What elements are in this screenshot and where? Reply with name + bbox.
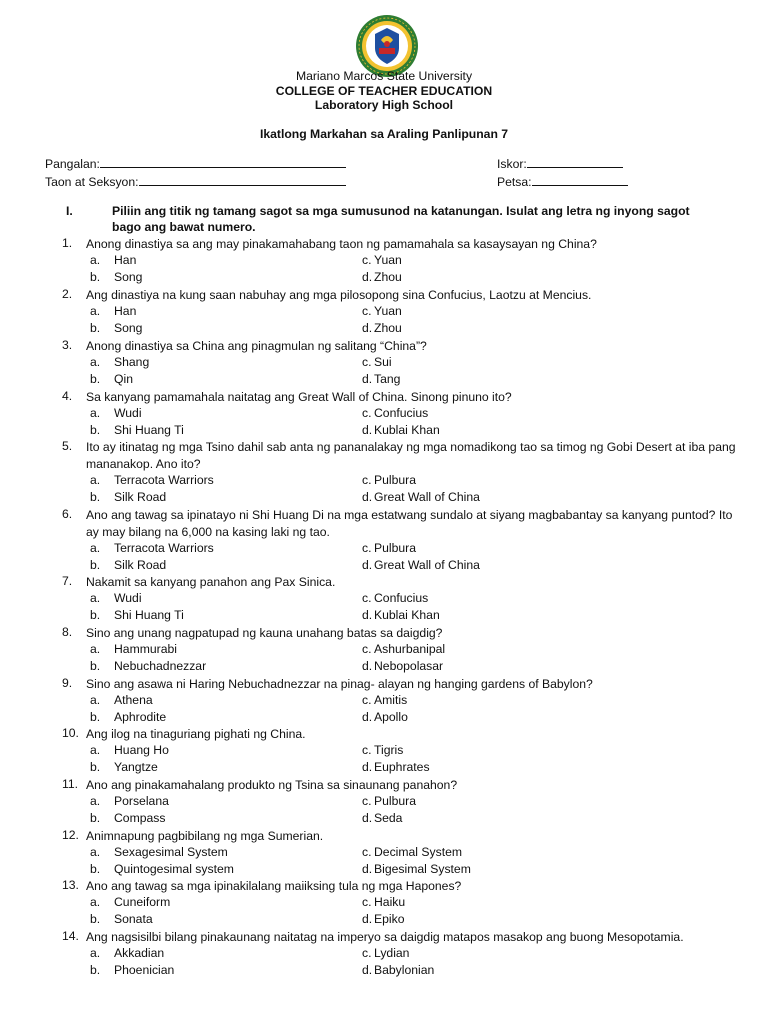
- option-letter: b.: [90, 270, 101, 284]
- question-number: 11.: [62, 777, 79, 791]
- option-a: [90, 642, 177, 656]
- option-d: [362, 490, 480, 504]
- question-text: Anong dinastiya sa China ang pinagmulan ng salitang “China”?: [86, 339, 427, 353]
- option-letter: a.: [90, 541, 101, 555]
- option-letter: c.: [362, 895, 372, 909]
- option-a: [90, 591, 142, 605]
- option-letter: a.: [90, 591, 101, 605]
- option-d: [362, 912, 405, 926]
- option-letter: b.: [90, 321, 101, 335]
- option-letter: a.: [90, 355, 101, 369]
- option-text: Terracota Warriors: [114, 541, 214, 555]
- section-label: Taon at Seksyon:: [45, 175, 139, 189]
- question-number: 3.: [62, 338, 73, 352]
- option-a: [90, 304, 136, 318]
- option-c: [362, 693, 407, 707]
- question-text: Ano ang pinakamahalang produkto ng Tsina sa sinaunang panahon?: [86, 778, 458, 792]
- option-text: Confucius: [374, 406, 429, 420]
- option-text: Silk Road: [114, 490, 167, 504]
- option-text: Euphrates: [374, 760, 430, 774]
- option-text: Terracota Warriors: [114, 473, 214, 487]
- option-c: [362, 895, 405, 909]
- question-number: 10.: [62, 726, 79, 740]
- question-number: 13.: [62, 878, 79, 892]
- option-a: [90, 693, 153, 707]
- score-field: [497, 157, 623, 171]
- option-b: [90, 862, 234, 876]
- option-a: [90, 253, 136, 267]
- option-letter: c.: [362, 946, 372, 960]
- option-text: Zhou: [374, 321, 402, 335]
- option-letter: a.: [90, 473, 101, 487]
- name-field: [45, 157, 346, 171]
- option-letter: b.: [90, 423, 101, 437]
- option-text: Song: [114, 270, 143, 284]
- option-letter: d.: [362, 490, 373, 504]
- option-c: [362, 591, 428, 605]
- option-text: Silk Road: [114, 558, 167, 572]
- option-letter: c.: [362, 845, 372, 859]
- option-letter: a.: [90, 253, 101, 267]
- document-header: [0, 69, 768, 113]
- section-number: I.: [66, 204, 73, 218]
- option-letter: d.: [362, 321, 373, 335]
- option-letter: a.: [90, 304, 101, 318]
- option-b: [90, 558, 166, 572]
- option-text: Yuan: [374, 304, 402, 318]
- option-c: [362, 406, 428, 420]
- option-text: Pulbura: [374, 541, 417, 555]
- option-text: Nebuchadnezzar: [114, 659, 207, 673]
- option-text: Kublai Khan: [374, 608, 440, 622]
- option-b: [90, 912, 153, 926]
- option-letter: b.: [90, 710, 101, 724]
- option-letter: b.: [90, 862, 101, 876]
- option-text: Compass: [114, 811, 166, 825]
- option-d: [362, 558, 480, 572]
- option-text: Pulbura: [374, 473, 417, 487]
- option-text: Porselana: [114, 794, 169, 808]
- option-text: Epiko: [374, 912, 405, 926]
- option-letter: b.: [90, 608, 101, 622]
- option-a: [90, 946, 164, 960]
- option-text: Decimal System: [374, 845, 463, 859]
- option-b: [90, 270, 142, 284]
- option-text: Aphrodite: [114, 710, 167, 724]
- option-letter: d.: [362, 608, 373, 622]
- option-letter: b.: [90, 372, 101, 386]
- option-a: [90, 895, 170, 909]
- question-number: 14.: [62, 929, 79, 943]
- option-letter: d.: [362, 558, 373, 572]
- option-d: [362, 270, 402, 284]
- option-b: [90, 659, 206, 673]
- option-letter: c.: [362, 304, 372, 318]
- option-letter: a.: [90, 693, 101, 707]
- option-text: Wudi: [114, 591, 142, 605]
- option-text: Bigesimal System: [374, 862, 471, 876]
- option-d: [362, 372, 400, 386]
- option-a: [90, 406, 142, 420]
- option-a: [90, 743, 169, 757]
- date-field: [497, 175, 628, 189]
- option-c: [362, 304, 402, 318]
- option-c: [362, 946, 409, 960]
- date-label: Petsa:: [497, 175, 532, 189]
- question-number: 7.: [62, 574, 73, 588]
- exam-title: Ikatlong Markahan sa Araling Panlipunan 7: [259, 127, 509, 141]
- question-text: Ito ay itinatag ng mga Tsino dahil sab anta ng pananalakay ng mga nomadikong tao sa timog ng Gobi Desert at iba pang mananakop. Ano ito?: [86, 440, 736, 471]
- option-c: [362, 794, 416, 808]
- option-letter: b.: [90, 963, 101, 977]
- option-text: Ashurbanipal: [374, 642, 446, 656]
- option-letter: b.: [90, 558, 101, 572]
- option-text: Apollo: [374, 710, 408, 724]
- question-text: Ang nagsisilbi bilang pinakaunang naitatag na imperyo sa daigdig matapos masakop ang buong Mesopotamia.: [86, 930, 684, 944]
- option-text: Pulbura: [374, 794, 417, 808]
- option-b: [90, 423, 184, 437]
- section-blank-line[interactable]: [139, 175, 346, 186]
- question-text: Anong dinastiya sa ang may pinakamahabang taon ng pamamahala sa kasaysayan ng China?: [86, 237, 597, 251]
- option-b: [90, 710, 166, 724]
- option-letter: c.: [362, 642, 372, 656]
- option-text: Confucius: [374, 591, 429, 605]
- question-number: 5.: [62, 439, 73, 453]
- school-name: Laboratory High School: [314, 98, 454, 112]
- question-number: 8.: [62, 625, 73, 639]
- option-c: [362, 642, 445, 656]
- option-b: [90, 760, 158, 774]
- option-d: [362, 760, 430, 774]
- option-text: Lydian: [374, 946, 410, 960]
- option-letter: d.: [362, 270, 373, 284]
- question-text: Nakamit sa kanyang panahon ang Pax Sinica.: [86, 575, 336, 589]
- question-text: Ano ang tawag sa ipinatayo ni Shi Huang Di na mga estatwang sundalo at siyang magbabantay sa kanyang puntod? Ito ay may bilang na 6,000 na kasing laki ng tao.: [86, 508, 733, 539]
- college-name: COLLEGE OF TEACHER EDUCATION: [275, 83, 493, 98]
- option-text: Athena: [114, 693, 153, 707]
- option-text: Shi Huang Ti: [114, 423, 184, 437]
- option-d: [362, 862, 471, 876]
- option-text: Song: [114, 321, 143, 335]
- option-a: [90, 355, 149, 369]
- option-c: [362, 845, 462, 859]
- option-d: [362, 659, 443, 673]
- option-b: [90, 608, 184, 622]
- option-letter: c.: [362, 473, 372, 487]
- option-letter: a.: [90, 845, 101, 859]
- section-field: [45, 175, 346, 189]
- option-text: Kublai Khan: [374, 423, 440, 437]
- option-text: Shi Huang Ti: [114, 608, 184, 622]
- option-b: [90, 963, 174, 977]
- option-text: Haiku: [374, 895, 406, 909]
- option-letter: d.: [362, 372, 373, 386]
- option-letter: c.: [362, 355, 372, 369]
- option-letter: c.: [362, 541, 372, 555]
- option-text: Great Wall of China: [374, 490, 480, 504]
- date-blank-line[interactable]: [532, 175, 628, 186]
- option-c: [362, 473, 416, 487]
- option-letter: b.: [90, 659, 101, 673]
- option-text: Quintogesimal system: [114, 862, 234, 876]
- question-number: 1.: [62, 236, 73, 250]
- option-letter: d.: [362, 963, 373, 977]
- option-letter: d.: [362, 659, 373, 673]
- option-text: Phoenician: [114, 963, 175, 977]
- option-letter: a.: [90, 642, 101, 656]
- option-letter: b.: [90, 811, 101, 825]
- option-c: [362, 253, 402, 267]
- option-d: [362, 608, 440, 622]
- option-letter: a.: [90, 743, 101, 757]
- option-b: [90, 811, 165, 825]
- option-d: [362, 811, 402, 825]
- option-letter: a.: [90, 794, 101, 808]
- option-letter: c.: [362, 406, 372, 420]
- option-text: Zhou: [374, 270, 402, 284]
- option-letter: d.: [362, 710, 373, 724]
- question-number: 12.: [62, 828, 79, 842]
- option-c: [362, 355, 392, 369]
- option-b: [90, 321, 142, 335]
- option-text: Sexagesimal System: [114, 845, 228, 859]
- option-letter: d.: [362, 423, 373, 437]
- option-text: Babylonian: [374, 963, 435, 977]
- score-label: Iskor:: [497, 157, 527, 171]
- option-text: Yangtze: [114, 760, 158, 774]
- option-letter: a.: [90, 406, 101, 420]
- option-letter: b.: [90, 490, 101, 504]
- option-text: Sonata: [114, 912, 153, 926]
- option-text: Cuneiform: [114, 895, 171, 909]
- name-blank-line[interactable]: [100, 157, 346, 168]
- option-text: Nebopolasar: [374, 659, 444, 673]
- option-d: [362, 710, 408, 724]
- question-text: Sino ang unang nagpatupad ng kauna unahang batas sa daigdig?: [86, 626, 443, 640]
- university-name: Mariano Marcos State University: [295, 69, 473, 83]
- option-a: [90, 473, 214, 487]
- question-text: Ang ilog na tinaguriang pighati ng China.: [86, 727, 306, 741]
- question-number: 2.: [62, 287, 73, 301]
- question-number: 9.: [62, 676, 73, 690]
- option-letter: b.: [90, 912, 101, 926]
- option-text: Han: [114, 253, 137, 267]
- option-text: Han: [114, 304, 137, 318]
- option-c: [362, 541, 416, 555]
- option-b: [90, 372, 133, 386]
- question-text: Animnapung pagbibilang ng mga Sumerian.: [86, 829, 324, 843]
- option-a: [90, 845, 228, 859]
- option-letter: d.: [362, 811, 373, 825]
- option-letter: c.: [362, 693, 372, 707]
- option-a: [90, 794, 169, 808]
- option-text: Akkadian: [114, 946, 165, 960]
- option-letter: c.: [362, 743, 372, 757]
- option-d: [362, 423, 440, 437]
- option-b: [90, 490, 166, 504]
- option-text: Hammurabi: [114, 642, 177, 656]
- option-letter: d.: [362, 912, 373, 926]
- option-text: Tang: [374, 372, 401, 386]
- option-text: Huang Ho: [114, 743, 169, 757]
- option-text: Shang: [114, 355, 150, 369]
- option-letter: b.: [90, 760, 101, 774]
- option-text: Sui: [374, 355, 392, 369]
- question-number: 4.: [62, 389, 73, 403]
- option-letter: d.: [362, 862, 373, 876]
- option-letter: d.: [362, 760, 373, 774]
- option-letter: c.: [362, 253, 372, 267]
- option-letter: c.: [362, 794, 372, 808]
- instruction-text: Piliin ang titik ng tamang sagot sa mga sumusunod na katanungan. Isulat ang letra ng inyong sagot bago ang bawat numero.: [112, 204, 690, 234]
- option-d: [362, 321, 402, 335]
- option-text: Great Wall of China: [374, 558, 480, 572]
- name-label: Pangalan:: [45, 157, 100, 171]
- option-letter: a.: [90, 895, 101, 909]
- question-text: Sa kanyang pamamahala naitatag ang Great Wall of China. Sinong pinuno ito?: [86, 390, 512, 404]
- score-blank-line[interactable]: [527, 157, 623, 168]
- question-text: Ang dinastiya na kung saan nabuhay ang mga pilosopong sina Confucius, Laotzu at Mencius.: [86, 288, 592, 302]
- option-d: [362, 963, 434, 977]
- option-text: Yuan: [374, 253, 402, 267]
- option-text: Seda: [374, 811, 403, 825]
- option-letter: c.: [362, 591, 372, 605]
- option-text: Wudi: [114, 406, 142, 420]
- question-number: 6.: [62, 507, 73, 521]
- option-letter: a.: [90, 946, 101, 960]
- option-text: Qin: [114, 372, 133, 386]
- option-text: Tigris: [374, 743, 404, 757]
- question-text: Sino ang asawa ni Haring Nebuchadnezzar na pinag- alayan ng hanging gardens of Babylon?: [86, 677, 593, 691]
- option-text: Amitis: [374, 693, 408, 707]
- question-text: Ano ang tawag sa mga ipinakilalang maiiksing tula ng mga Hapones?: [86, 879, 462, 893]
- option-a: [90, 541, 214, 555]
- option-c: [362, 743, 403, 757]
